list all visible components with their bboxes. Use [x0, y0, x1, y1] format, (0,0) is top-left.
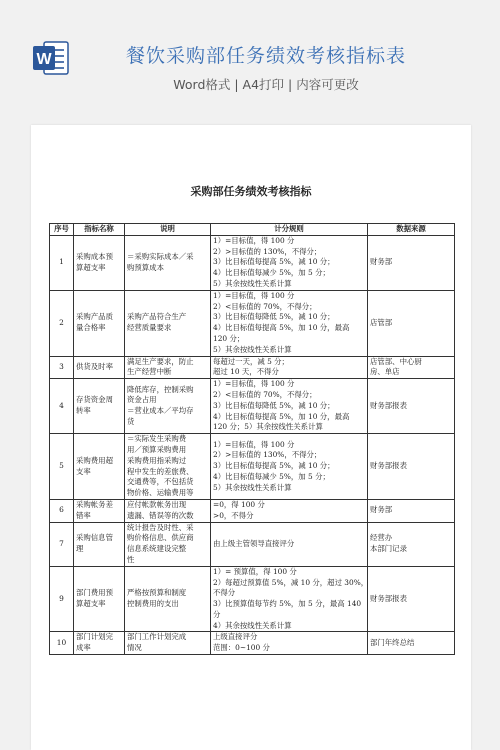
data-source: 财务部报表 [368, 566, 455, 632]
document-title: 采购部任务绩效考核指标 [190, 185, 312, 198]
scoring-rule: 1）=目标值，得 100 分 2）>目标值的 130%，不得分； 3）比目标值每提高 5%，减 10 分； 4）比目标值每减少 5%，加 5 分； 5）其余按线性关系计算 [211, 434, 368, 500]
data-source: 财务部 [368, 235, 455, 290]
page-title: 餐饮采购部任务绩效考核指标表 [125, 45, 406, 67]
scoring-rule: =0，得 100 分 >0，不得分 [211, 499, 368, 522]
table-header-row [50, 224, 455, 236]
data-source: 店管部、中心厨 房、单店 [368, 356, 455, 379]
indicator-description: 采购产品符合生产 经营质量要求 [125, 290, 211, 356]
page-subtitle: Word格式 | A4打印 | 内容可更改 [173, 77, 359, 92]
indicator-name: 采购费用超 支率 [74, 434, 125, 500]
kpi-table [49, 223, 455, 655]
indicator-name: 部门计划完 成率 [74, 632, 125, 655]
indicator-description: 部门工作计划完成 情况 [125, 632, 211, 655]
indicator-description: ＝实际发生采购费 用／预算采购费用 采购费用指采购过 程中发生的差旅费、 交通费等，不包括货 物价格、运输费用等 [125, 434, 211, 500]
data-source: 财务部报表 [368, 379, 455, 434]
row-number: 10 [50, 632, 74, 655]
table-row [50, 632, 455, 655]
indicator-name: 采购帐务差 错率 [74, 499, 125, 522]
indicator-description: 应付帐款帐务出现 遗漏、错误等的次数 [125, 499, 211, 522]
row-number: 9 [50, 566, 74, 632]
indicator-description: 满足生产要求，防止 生产经营中断 [125, 356, 211, 379]
scoring-rule: 上级直接评分 范围：0~100 分 [211, 632, 368, 655]
indicator-description: ＝采购实际成本／采 购预算成本 [125, 235, 211, 290]
header-banner [0, 0, 500, 118]
row-number: 4 [50, 379, 74, 434]
scoring-rule: 1）=目标值，得 100 分 2）>目标值的 130%，不得分； 3）比目标值每提高 5%，减 10 分； 4）比目标值每减少 5%，加 5 分； 5）其余按线性关系计算 [211, 235, 368, 290]
table-row [50, 379, 455, 434]
table-row [50, 522, 455, 566]
column-header: 序号 [50, 224, 74, 236]
scoring-rule: 1）= 预算值，得 100 分 2）每超过预算值 5%，减 10 分，超过 30%， 不得分 3）比预算值每节约 5%，加 5 分，最高 140 分 4）其余按线性关系计算 [211, 566, 368, 632]
data-source: 部门年终总结 [368, 632, 455, 655]
row-number: 1 [50, 235, 74, 290]
data-source: 财务部报表 [368, 434, 455, 500]
column-header: 计分规则 [211, 224, 368, 236]
table-row [50, 290, 455, 356]
data-source: 店管部 [368, 290, 455, 356]
svg-text:W: W [36, 51, 52, 68]
data-source: 经营办 本部门记录 [368, 522, 455, 566]
word-doc-icon [32, 40, 70, 76]
document-page [31, 125, 471, 750]
scoring-rule: 1）=目标值，得 100 分 2）<目标值的 70%，不得分； 3）比目标值每降低 5%，减 10 分； 4）比目标值每提高 5%，加 10 分，最高 120 分； 5）其余按线性关系计算 [211, 290, 368, 356]
table-row [50, 499, 455, 522]
indicator-name: 存货资金周 转率 [74, 379, 125, 434]
row-number: 5 [50, 434, 74, 500]
indicator-name: 采购产品质 量合格率 [74, 290, 125, 356]
table-row [50, 566, 455, 632]
column-header: 指标名称 [74, 224, 125, 236]
indicator-name: 供货及时率 [74, 356, 125, 379]
indicator-description: 降低库存，控制采购 资金占用 ＝营业成本／平均存 货 [125, 379, 211, 434]
table-row [50, 235, 455, 290]
scoring-rule: 由上级主管领导直接评分 [211, 522, 368, 566]
table-row [50, 356, 455, 379]
scoring-rule: 1）=目标值，得 100 分 2）<目标值的 70%，不得分； 3）比目标值每降低 5%，减 10 分； 4）比目标值每提高 5%，加 10 分，最高 120 分；5）其余按线性关系计算 [211, 379, 368, 434]
row-number: 6 [50, 499, 74, 522]
indicator-name: 部门费用预 算超支率 [74, 566, 125, 632]
row-number: 2 [50, 290, 74, 356]
column-header: 说明 [125, 224, 211, 236]
row-number: 7 [50, 522, 74, 566]
data-source: 财务部 [368, 499, 455, 522]
indicator-description: 严格按预算和制度 控制费用的支出 [125, 566, 211, 632]
row-number: 3 [50, 356, 74, 379]
indicator-name: 采购成本预 算超支率 [74, 235, 125, 290]
scoring-rule: 每超过一天，减 5 分； 超过 10 天，不得分 [211, 356, 368, 379]
indicator-name: 采购信息管 理 [74, 522, 125, 566]
column-header: 数据来源 [368, 224, 455, 236]
indicator-description: 统计报告及时性、采 购价格信息、供应商 信息系统建设完整 性 [125, 522, 211, 566]
table-row [50, 434, 455, 500]
